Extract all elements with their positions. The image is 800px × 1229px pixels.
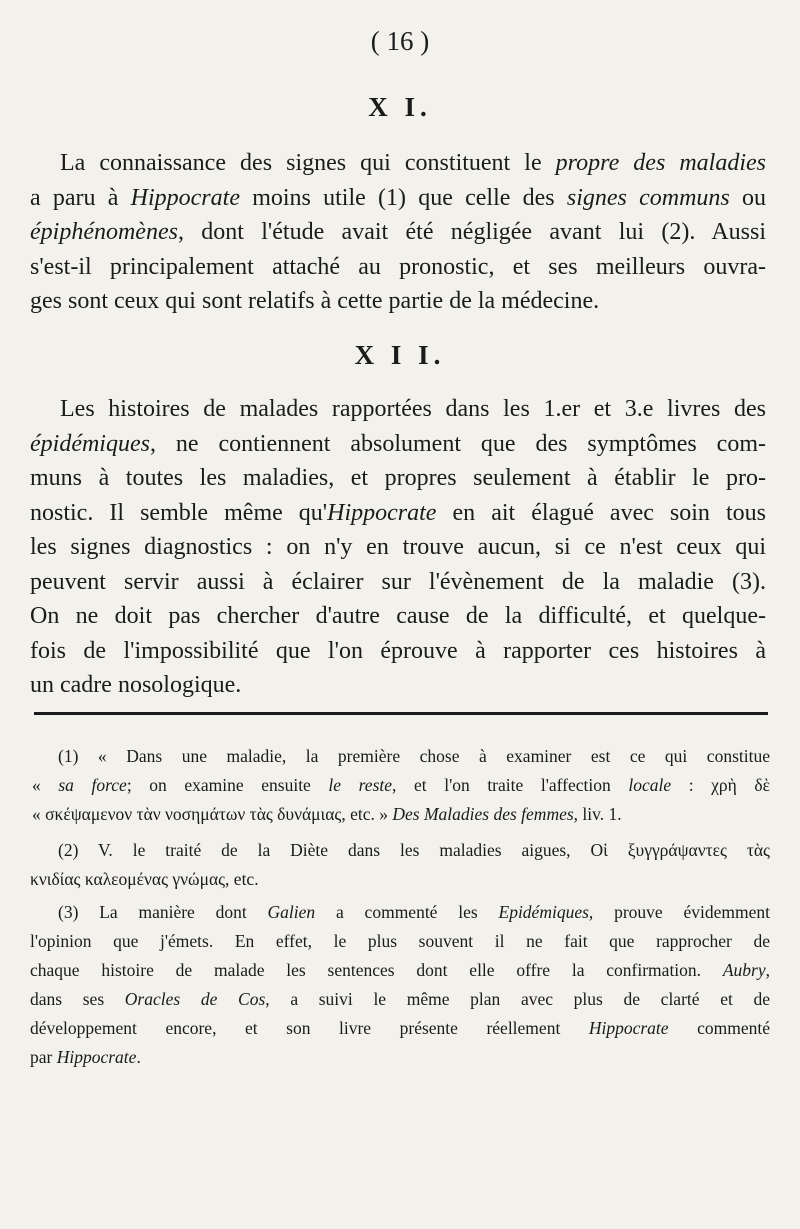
footnote-line: κνιδίας καλεομένας γνώμας, etc. <box>30 869 259 889</box>
text-line: muns à toutes les maladies, et propres seulement à établir le pro- <box>30 465 766 491</box>
text-line: les signes diagnostics : on n'y en trouve aucun, si ce n'est ceux qui <box>30 534 766 560</box>
footnote-line: (2) V. le traité de la Diète dans les maladies aigues, Οἱ ξυγγράψαντες τὰς <box>58 840 770 860</box>
footnote-line: « σκέψαμενον τὰν νοσημάτων τὰς δυνάμιας, etc. » Des Maladies des femmes, liv. 1. <box>32 804 622 824</box>
footnote-2 <box>30 836 770 894</box>
footnote-line: développement encore, et son livre présente réellement Hippocrate commenté <box>30 1018 770 1038</box>
text-line: On ne doit pas chercher d'autre cause de la difficulté, et quelque- <box>30 603 766 629</box>
footnote-line: l'opinion que j'émets. En effet, le plus souvent il ne fait que rapprocher de <box>30 931 770 951</box>
footnote-line: dans ses Oracles de Cos, a suivi le même plan avec plus de clarté et de <box>30 989 771 1009</box>
text-line: peuvent servir aussi à éclairer sur l'évènement de la maladie (3). <box>30 568 766 595</box>
footnote-1 <box>30 742 770 829</box>
text-line: a paru à Hippocrate moins utile (1) que celle des signes communs ou <box>30 184 766 211</box>
footnote-line: par Hippocrate. <box>30 1047 141 1067</box>
footnote-line: chaque histoire de malade les sentences dont elle offre la confirmation. Aubry, <box>30 960 770 980</box>
text-line: un cadre nosologique. <box>30 672 242 698</box>
footnote-line: « sa force; on examine ensuite le reste, et l'on traite l'affection locale : χρὴ δὲ <box>32 775 771 795</box>
footnote-3 <box>30 898 770 1072</box>
text-line: Les histoires de malades rapportées dans les 1.er et 3.e livres des <box>60 396 766 422</box>
footnote-divider <box>34 712 768 715</box>
text-line: fois de l'impossibilité que l'on éprouve à rapporter ces histoires à <box>30 637 766 664</box>
text-line: La connaissance des signes qui constituent le propre des maladies <box>60 150 767 176</box>
text-line: ges sont ceux qui sont relatifs à cette partie de la médecine. <box>30 288 600 314</box>
footnote-line: (1) « Dans une maladie, la première chose à examiner est ce qui constitue <box>58 746 770 766</box>
text-line: s'est-il principalement attaché au pronostic, et ses meilleurs ouvra- <box>30 253 766 280</box>
page-number: ( 16 ) <box>370 26 430 56</box>
section-heading-xi: X I. <box>368 92 432 122</box>
section-heading-xii: X I I. <box>354 340 446 370</box>
footnote-line: (3) La manière dont Galien a commenté les Epidémiques, prouve évidemment <box>58 902 770 922</box>
text-line: épiphénomènes, dont l'étude avait été négligée avant lui (2). Aussi <box>30 219 766 245</box>
text-line: nostic. Il semble même qu'Hippocrate en ait élagué avec soin tous <box>30 499 766 526</box>
paragraph-xi <box>30 146 766 319</box>
paragraph-xii <box>30 392 766 703</box>
text-line: épidémiques, ne contiennent absolument que des symptômes com- <box>30 430 766 457</box>
